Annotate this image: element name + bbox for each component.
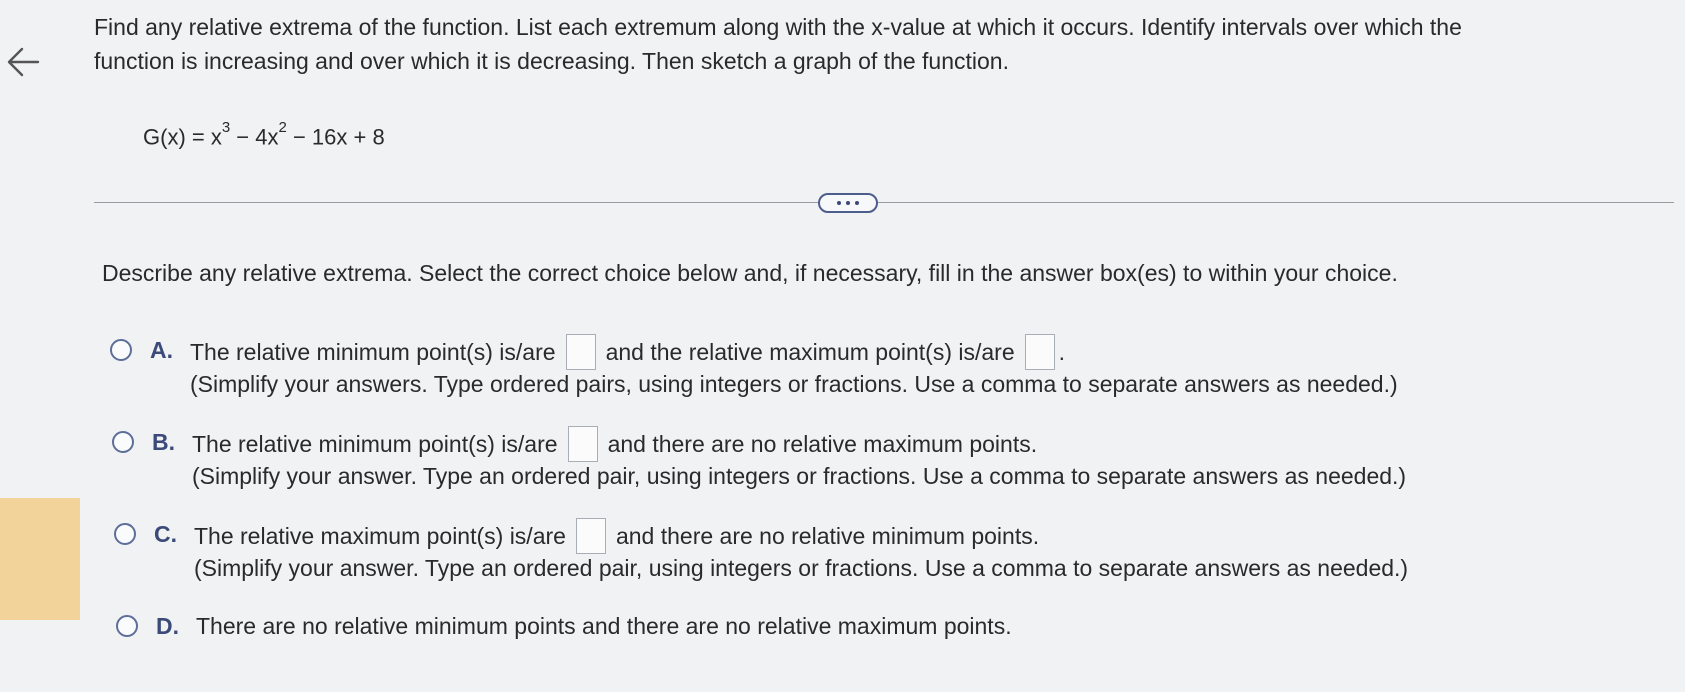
back-arrow-icon[interactable] <box>4 40 44 84</box>
option-note: (Simplify your answer. Type an ordered pair, using integers or fractions. Use a comma to separate answers as needed.) <box>194 555 1409 581</box>
answer-box-minimum[interactable] <box>568 426 598 462</box>
function-equation <box>143 112 385 157</box>
prompt-line-2: function is increasing and over which it is decreasing. Then sketch a graph of the function. <box>94 48 1009 74</box>
option-text: and there are no relative maximum points. <box>607 431 1038 457</box>
option-note: (Simplify your answer. Type an ordered pair, using integers or fractions. Use a comma to separate answers as needed.) <box>192 463 1407 489</box>
option-letter: C. <box>154 521 177 547</box>
ellipsis-icon <box>855 201 859 205</box>
divider <box>94 202 1674 203</box>
equation-exponent-3: 3 <box>221 119 231 136</box>
radio-button-b[interactable] <box>112 431 134 453</box>
radio-button-a[interactable] <box>110 339 132 361</box>
option-text: The relative minimum point(s) is/are <box>192 431 558 457</box>
option-text: There are no relative minimum points and there are no relative maximum points. <box>196 613 1012 639</box>
option-text: and the relative maximum point(s) is/are <box>605 339 1015 365</box>
radio-button-d[interactable] <box>116 615 138 637</box>
option-text: . <box>1058 339 1066 365</box>
equation-rhs: − 16x + 8 <box>286 124 385 150</box>
option-text: The relative minimum point(s) is/are <box>190 339 556 365</box>
answer-box-maximum[interactable] <box>1025 334 1055 370</box>
side-tab <box>0 498 80 620</box>
equation-exponent-2: 2 <box>278 119 287 136</box>
ellipsis-icon <box>837 201 841 205</box>
answer-box-minimum[interactable] <box>566 334 596 370</box>
option-text: and there are no relative minimum points. <box>615 523 1040 549</box>
radio-button-c[interactable] <box>114 523 136 545</box>
option-letter: D. <box>156 613 179 639</box>
instruction-text: Describe any relative extrema. Select the correct choice below and, if necessary, fill in the answer box(es) to within your choice. <box>102 260 1398 286</box>
equation-mid: − 4x <box>230 124 279 150</box>
option-note: (Simplify your answers. Type ordered pairs, using integers or fractions. Use a comma to separate answers as needed.) <box>190 371 1398 397</box>
more-button[interactable] <box>818 193 878 213</box>
equation-lhs: G(x) = x <box>143 124 222 150</box>
option-letter: B. <box>152 429 175 455</box>
ellipsis-icon <box>846 201 850 205</box>
option-letter: A. <box>150 337 173 363</box>
question-prompt <box>94 10 1614 78</box>
prompt-line-1: Find any relative extrema of the function. List each extremum along with the x-value at which it occurs. Identify intervals over which the <box>94 14 1462 40</box>
answer-box-maximum[interactable] <box>576 518 606 554</box>
option-text: The relative maximum point(s) is/are <box>194 523 566 549</box>
